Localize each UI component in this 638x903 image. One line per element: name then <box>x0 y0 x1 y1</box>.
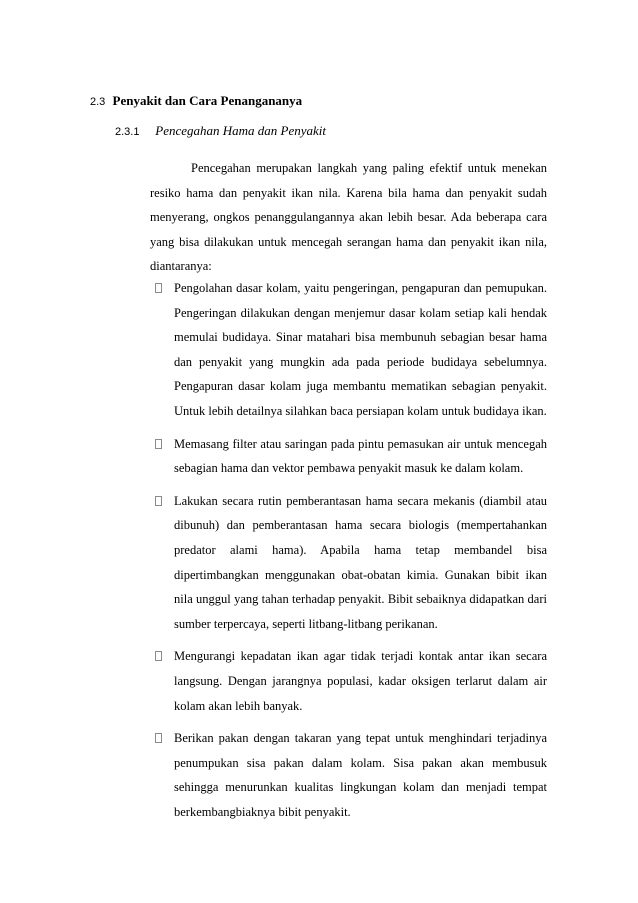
list-item <box>150 276 547 424</box>
checkbox-bullet-icon <box>155 733 162 743</box>
checkbox-bullet-icon <box>155 439 162 449</box>
section-number: 2.3 <box>90 96 106 108</box>
subsection-heading <box>115 123 326 140</box>
checkbox-bullet-icon <box>155 651 162 661</box>
checkbox-bullet-icon <box>155 283 162 293</box>
list-item <box>150 432 547 481</box>
checkbox-bullet-icon <box>155 496 162 506</box>
list-item-text: Mengurangi kepadatan ikan agar tidak terjadi kontak antar ikan secara langsung. Dengan jarangnya populasi, kadar oksigen terlarut dalam air kolam akan lebih banyak. <box>174 649 547 713</box>
list-item-text: Pengolahan dasar kolam, yaitu pengeringan, pengapuran dan pemupukan. Pengeringan dilakukan dengan menjemur dasar kolam setiap kali hendak memulai budidaya. Sinar matahari bisa membunuh sebagian besar hama dan penyakit yang mungkin ada pada periode budidaya sebelumnya. Pengapuran dasar kolam juga membantu mematikan sebagian penyakit. Untuk lebih detailnya silahkan baca persiapan kolam untuk budidaya ikan. <box>174 281 547 418</box>
section-heading <box>90 93 302 110</box>
list-item-text: Berikan pakan dengan takaran yang tepat untuk menghindari terjadinya penumpukan sisa pakan dalam kolam. Sisa pakan akan membusuk sehingga menurunkan kualitas lingkungan kolam dan menjadi tempat berkembangbiaknya bibit penyakit. <box>174 731 547 819</box>
intro-paragraph: Pencegahan merupakan langkah yang paling efektif untuk menekan resiko hama dan penyakit ikan nila. Karena bila hama dan penyakit sudah menyerang, ongkos penanggulangannya akan lebih besar. Ada beberapa cara yang bisa dilakukan untuk mencegah serangan hama dan penyakit ikan nila, diantaranya: <box>150 161 547 274</box>
subsection-number: 2.3.1 <box>115 126 140 138</box>
subsection-title: Pencegahan Hama dan Penyakit <box>155 123 327 138</box>
list-item-text: Memasang filter atau saringan pada pintu pemasukan air untuk mencegah sebagian hama dan vektor pembawa penyakit masuk ke dalam kolam. <box>174 436 547 476</box>
bullet-list <box>150 276 547 832</box>
list-item <box>150 489 547 637</box>
section-title: Penyakit dan Cara Penangananya <box>112 93 303 108</box>
list-item-text: Lakukan secara rutin pemberantasan hama secara mekanis (diambil atau dibunuh) dan pemberantasan hama secara biologis (mempertahankan predator alami hama). Apabila hama tetap membandel bisa dipertimbangkan menggunakan obat-obatan kimia. Gunakan bibit ikan nila unggul yang tahan terhadap penyakit. Bibit sebaiknya didapatkan dari sumber terpercaya, seperti litbang-litbang perikanan. <box>174 493 547 631</box>
list-item <box>150 726 547 824</box>
list-item <box>150 644 547 718</box>
